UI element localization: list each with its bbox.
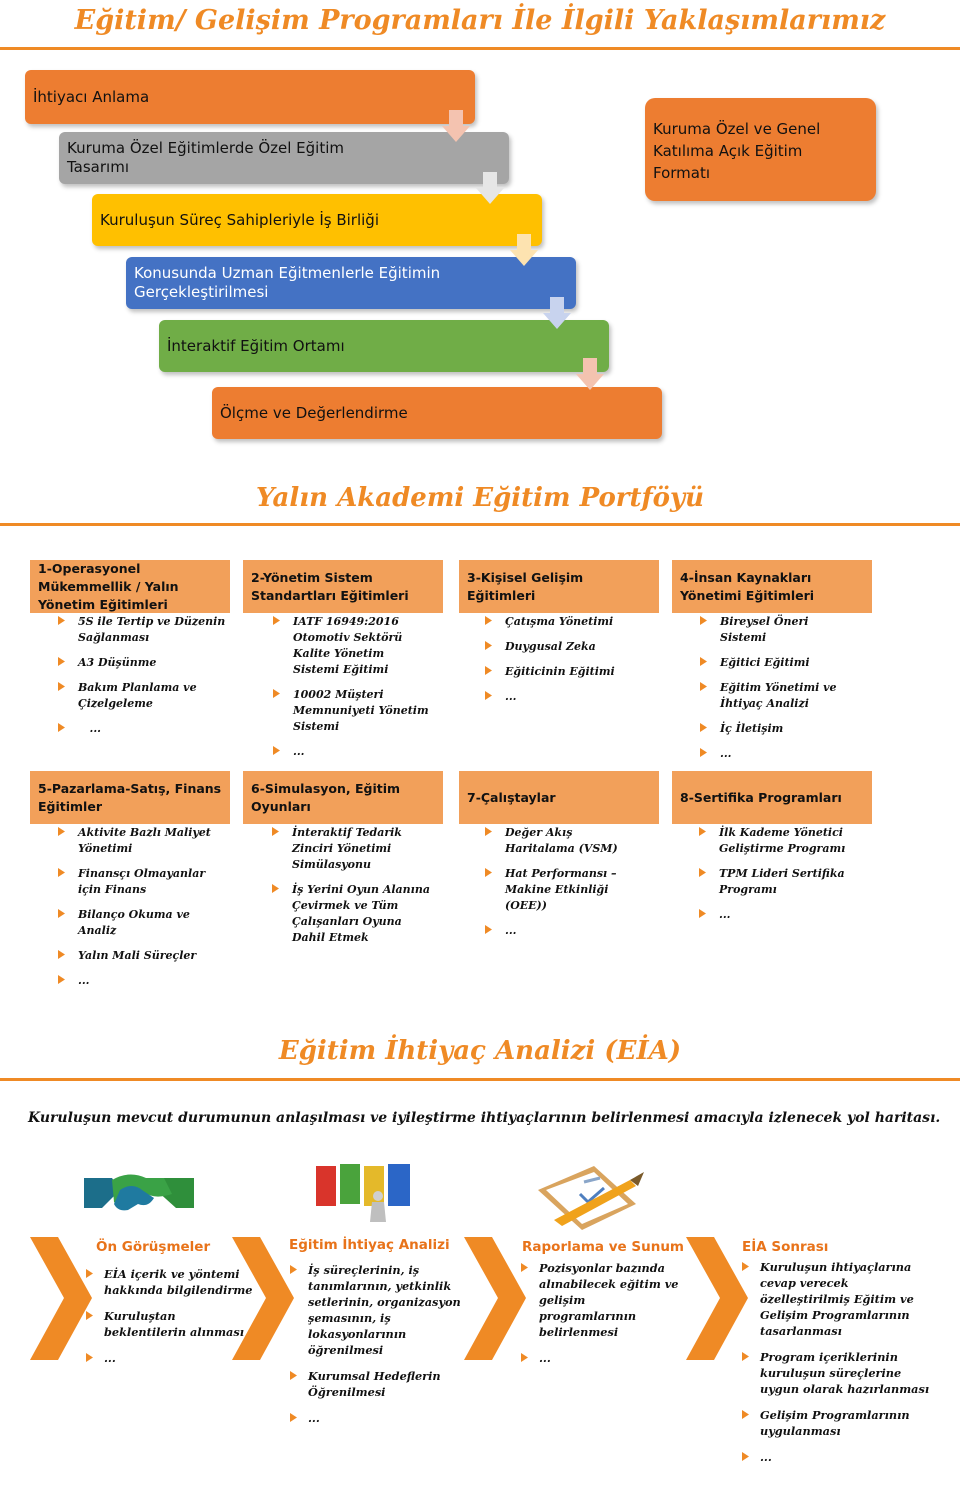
down-arrow-icon bbox=[543, 297, 571, 329]
stage-4-title: EİA Sonrası bbox=[742, 1239, 829, 1255]
list-item: ... bbox=[273, 744, 433, 760]
section1-title: Eğitim/ Gelişim Programları İle İlgili Yaklaşımlarımız bbox=[74, 5, 886, 36]
section2-divider bbox=[0, 523, 960, 526]
list-item: ... bbox=[290, 1410, 470, 1426]
category-7: 7-Çalıştaylar bbox=[459, 771, 659, 824]
list-item: Kuruluştan beklentilerin alınması bbox=[86, 1308, 256, 1340]
step-3 bbox=[92, 194, 542, 246]
step-2-label: Kuruma Özel Eğitimlerde Özel Eğitim Tasarımı bbox=[67, 139, 345, 176]
chevron-right-icon bbox=[686, 1237, 748, 1360]
section3-title: Eğitim İhtiyaç Analizi (EİA) bbox=[278, 1036, 682, 1066]
list-item: Program içeriklerinin kuruluşun süreçlerine uygun olarak hazırlanması bbox=[742, 1349, 942, 1397]
category-2: 2-Yönetim Sistem Standartları Eğitimleri bbox=[243, 560, 443, 613]
chevron-right-icon bbox=[464, 1237, 526, 1360]
list-item: 5S ile Tertip ve Düzenin Sağlanması bbox=[58, 614, 228, 646]
category-7-items bbox=[485, 825, 645, 948]
category-1-items bbox=[58, 614, 228, 746]
list-item: Kurumsal Hedeflerin Öğrenilmesi bbox=[290, 1368, 470, 1400]
stage-1-title: Ön Görüşmeler bbox=[96, 1239, 211, 1255]
list-item: Pozisyonlar bazında alınabilecek eğitim ve gelişim programlarının belirlenmesi bbox=[521, 1260, 686, 1340]
list-item: ... bbox=[86, 1350, 256, 1366]
list-item: Bakım Planlama ve Çizelgeleme bbox=[58, 680, 228, 712]
step-6 bbox=[212, 387, 662, 439]
list-item: İlk Kademe Yönetici Geliştirme Programı bbox=[699, 825, 859, 857]
list-item: İş süreçlerinin, iş tanımlarının, yetkinlik setlerinin, organizasyon şemasının, iş lokasyonlarının öğrenilmesi bbox=[290, 1262, 470, 1358]
handshake-icon bbox=[84, 1168, 194, 1218]
step-5-label: İnteraktif Eğitim Ortamı bbox=[167, 336, 345, 355]
section3-divider bbox=[0, 1078, 960, 1081]
category-4-items bbox=[700, 614, 840, 771]
list-item: İnteraktif Tedarik Zinciri Yönetimi Simülasyonu bbox=[272, 825, 432, 873]
list-item: Gelişim Programlarının uygulanması bbox=[742, 1407, 942, 1439]
list-item: Kuruluşun ihtiyaçlarına cevap verecek özelleştirilmiş Eğitim ve Gelişim Programlarının tasarlanması bbox=[742, 1259, 942, 1339]
category-1: 1-Operasyonel Mükemmellik / Yalın Yönetim Eğitimleri bbox=[30, 560, 230, 613]
list-item: Finansçı Olmayanlar için Finans bbox=[58, 866, 218, 898]
stage-2-title: Eğitim İhtiyaç Analizi bbox=[289, 1237, 450, 1253]
list-item: Duygusal Zeka bbox=[485, 639, 655, 655]
list-item: ... bbox=[58, 973, 218, 989]
list-item: Çatışma Yönetimi bbox=[485, 614, 655, 630]
list-item: Bilanço Okuma ve Analiz bbox=[58, 907, 218, 939]
category-8-items bbox=[699, 825, 859, 932]
category-4: 4-İnsan Kaynakları Yönetimi Eğitimleri bbox=[672, 560, 872, 613]
down-arrow-icon bbox=[476, 172, 504, 204]
down-arrow-icon bbox=[442, 110, 470, 142]
step-1 bbox=[25, 70, 475, 124]
list-item: Değer Akış Haritalama (VSM) bbox=[485, 825, 645, 857]
chevron-right-icon bbox=[30, 1237, 92, 1360]
down-arrow-icon bbox=[576, 358, 604, 390]
section3-subtitle: Kuruluşun mevcut durumunun anlaşılması ve iyileştirme ihtiyaçlarının belirlenmesi amacıyla izlenecek yol haritası. bbox=[28, 1110, 941, 1126]
list-item: A3 Düşünme bbox=[58, 655, 228, 671]
category-6-items bbox=[272, 825, 432, 955]
list-item: ... bbox=[700, 746, 840, 762]
category-5-items bbox=[58, 825, 218, 998]
list-item: İş Yerini Oyun Alanına Çevirmek ve Tüm Çalışanları Oyuna Dahil Etmek bbox=[272, 882, 432, 946]
step-5 bbox=[159, 320, 609, 372]
list-item: 10002 Müşteri Memnuniyeti Yönetim Sistemi bbox=[273, 687, 433, 735]
stage-4-items bbox=[742, 1259, 942, 1475]
stage-2-items bbox=[290, 1262, 470, 1436]
list-item: ... bbox=[742, 1449, 942, 1465]
training-format-label: Kuruma Özel ve Genel Katılıma Açık Eğitim Formatı bbox=[653, 120, 821, 182]
list-item: Eğitim Yönetimi ve İhtiyaç Analizi bbox=[700, 680, 840, 712]
list-item: ... bbox=[485, 689, 655, 705]
list-item: Eğiticinin Eğitimi bbox=[485, 664, 655, 680]
clipboard-pen-icon bbox=[534, 1160, 650, 1234]
step-1-label: İhtiyacı Anlama bbox=[33, 87, 150, 106]
list-item: ... bbox=[58, 721, 228, 737]
category-3-items bbox=[485, 614, 655, 714]
stage-3-items bbox=[521, 1260, 686, 1376]
stage-1-items bbox=[86, 1266, 256, 1376]
list-item: Hat Performansı – Makine Etkinliği (OEE)) bbox=[485, 866, 645, 914]
list-item: Bireysel Öneri Sistemi bbox=[700, 614, 840, 646]
list-item: İç İletişim bbox=[700, 721, 840, 737]
list-item: Yalın Mali Süreçler bbox=[58, 948, 218, 964]
step-4 bbox=[126, 257, 576, 309]
category-3: 3-Kişisel Gelişim Eğitimleri bbox=[459, 560, 659, 613]
category-6: 6-Simulasyon, Eğitim Oyunları bbox=[243, 771, 443, 824]
stage-3-title: Raporlama ve Sunum bbox=[522, 1239, 684, 1255]
list-item: IATF 16949:2016 Otomotiv Sektörü Kalite Yönetim Sistemi Eğitimi bbox=[273, 614, 433, 678]
section1-divider bbox=[0, 47, 960, 50]
step-6-label: Ölçme ve Değerlendirme bbox=[220, 403, 408, 422]
list-item: TPM Lideri Sertifika Programı bbox=[699, 866, 859, 898]
step-4-label: Konusunda Uzman Eğitmenlerle Eğitimin Gerçekleştirilmesi bbox=[134, 264, 441, 301]
list-item: ... bbox=[485, 923, 645, 939]
list-item: ... bbox=[699, 907, 859, 923]
section2-title: Yalın Akademi Eğitim Portföyü bbox=[255, 483, 705, 513]
down-arrow-icon bbox=[510, 234, 538, 266]
category-8: 8-Sertifika Programları bbox=[672, 771, 872, 824]
training-format-box bbox=[645, 98, 876, 201]
list-item: ... bbox=[521, 1350, 686, 1366]
list-item: Aktivite Bazlı Maliyet Yönetimi bbox=[58, 825, 218, 857]
category-2-items bbox=[273, 614, 433, 769]
step-3-label: Kuruluşun Süreç Sahipleriyle İş Birliği bbox=[100, 210, 379, 229]
list-item: EİA içerik ve yöntemi hakkında bilgilendirme bbox=[86, 1266, 256, 1298]
category-5: 5-Pazarlama-Satış, Finans Eğitimler bbox=[30, 771, 230, 824]
doors-person-icon bbox=[312, 1162, 416, 1224]
list-item: Eğitici Eğitimi bbox=[700, 655, 840, 671]
